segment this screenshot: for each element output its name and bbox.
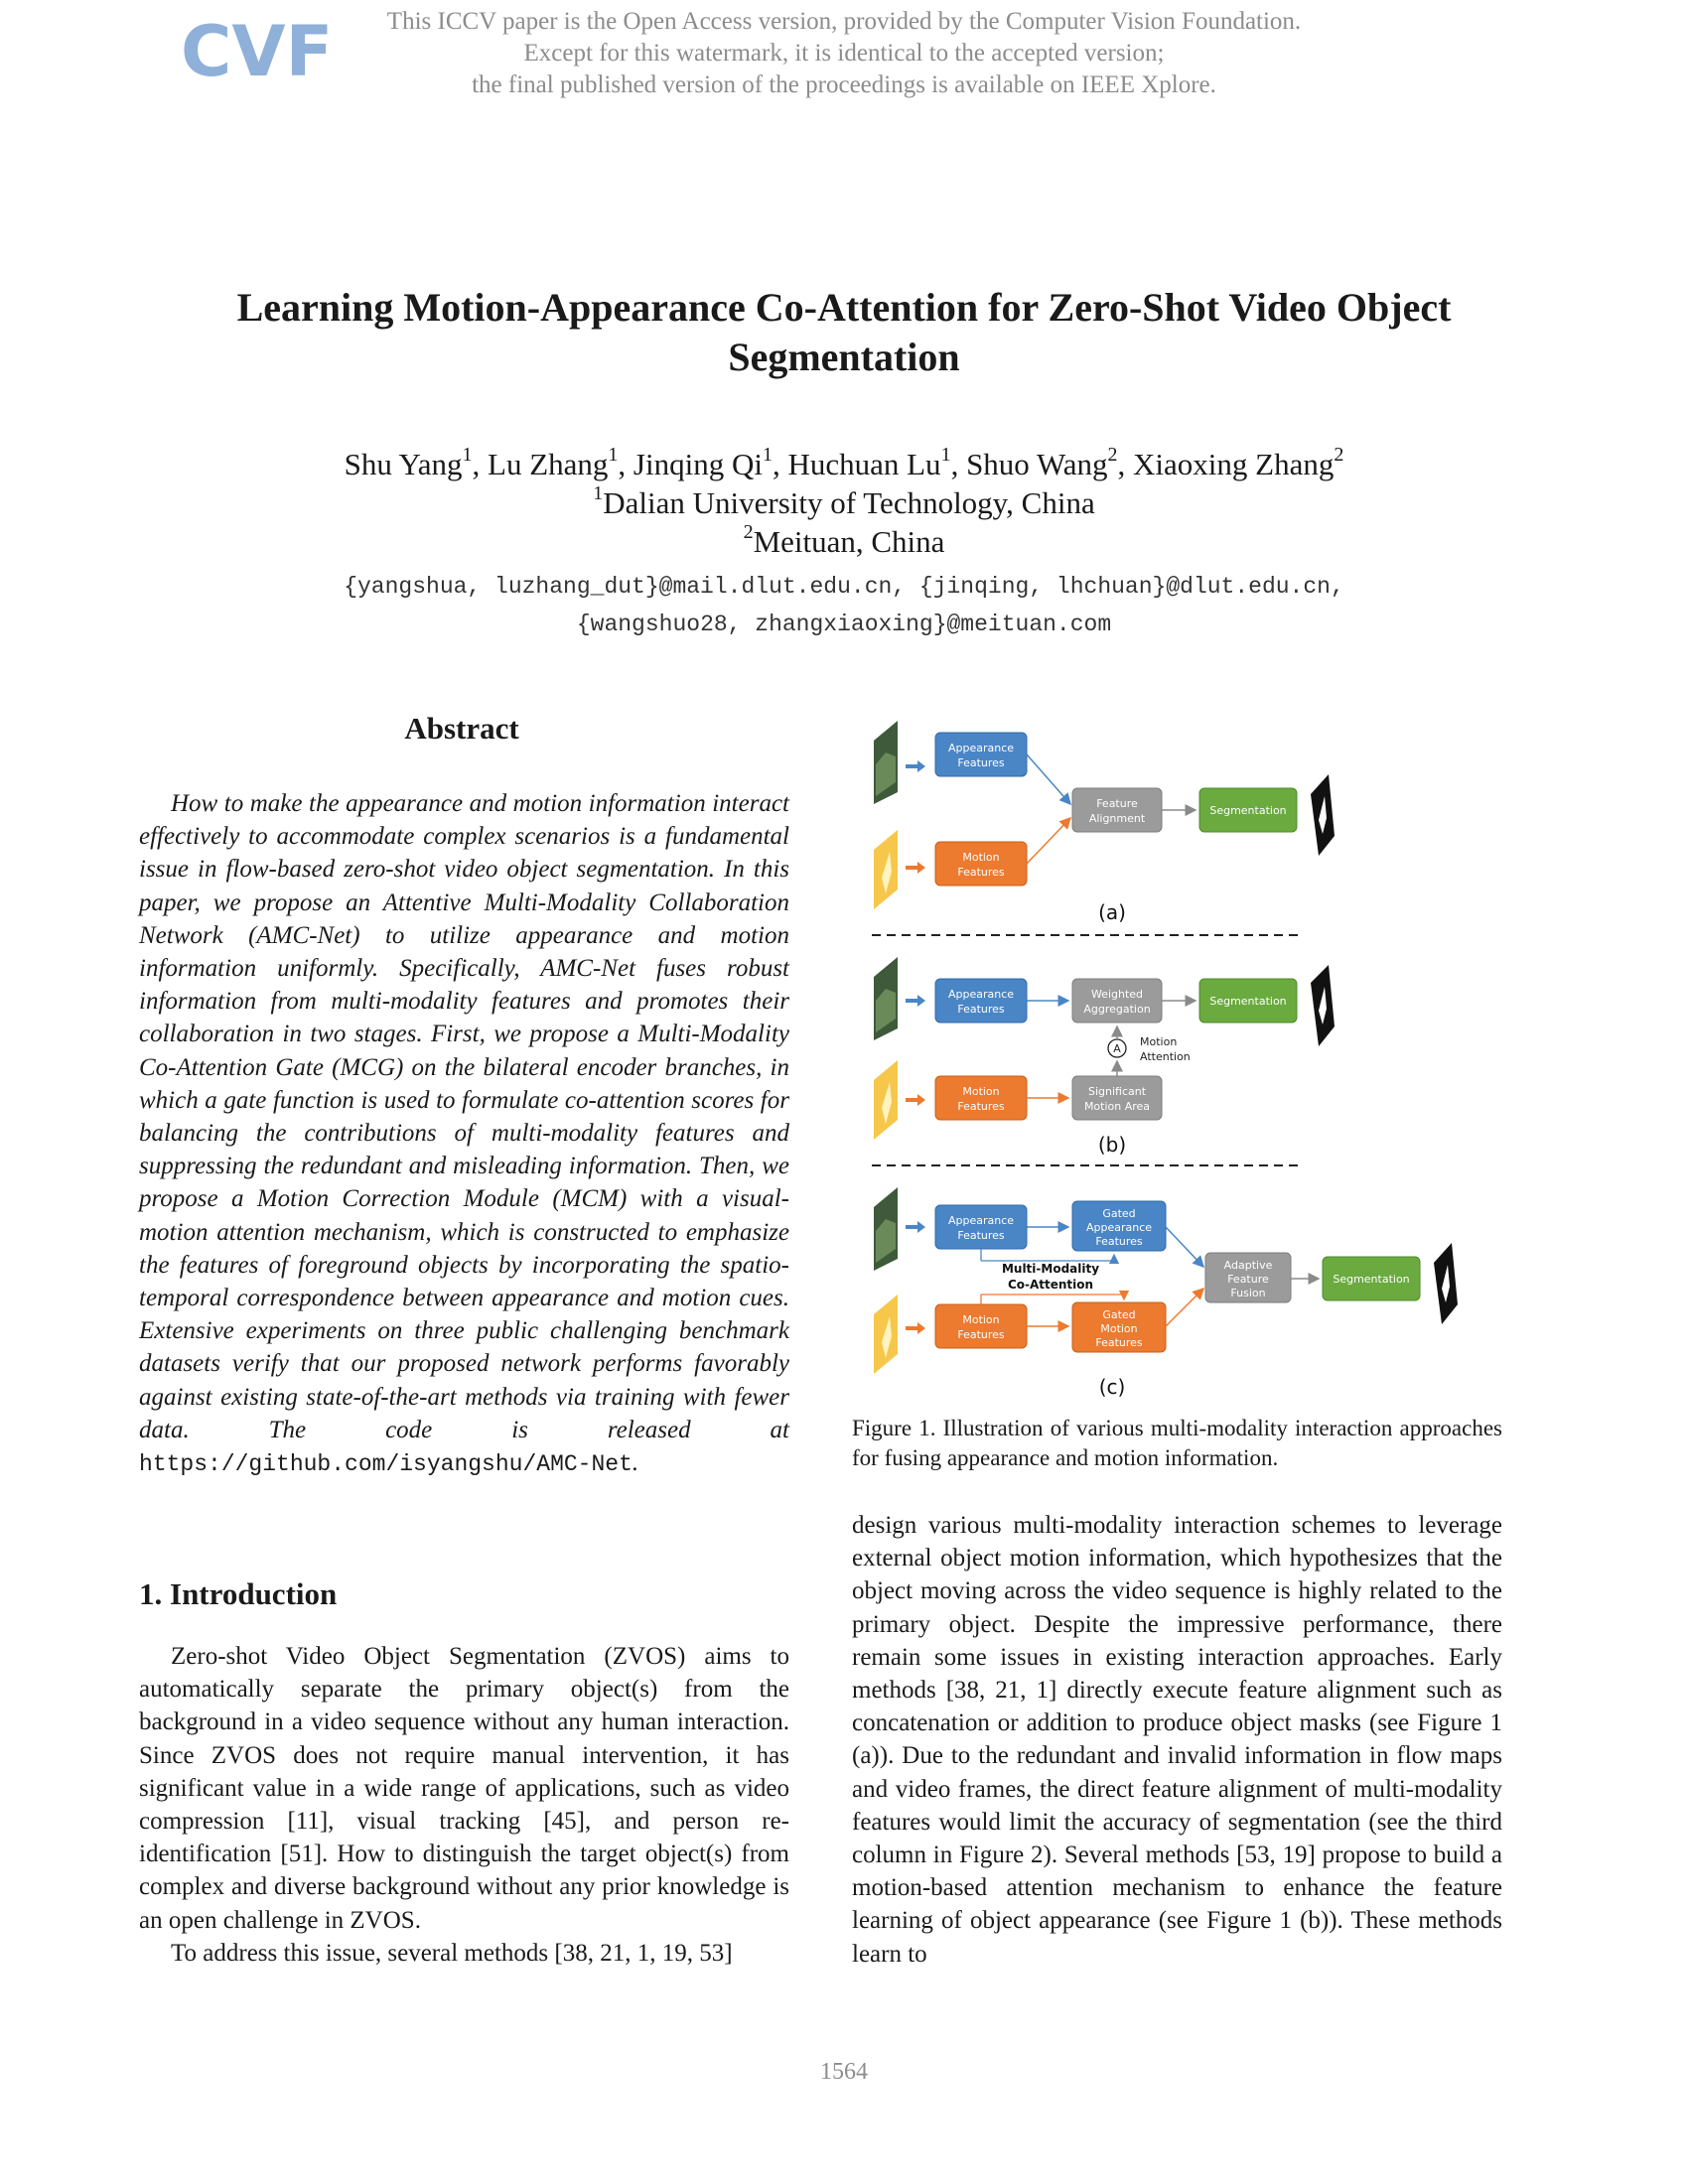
- title-line: Learning Motion-Appearance Co-Attention for Zero-Shot Video Object: [236, 285, 1452, 330]
- abstract-heading: Abstract: [404, 711, 519, 746]
- page-number: 1564: [820, 2059, 868, 2085]
- author-affiliation-mark: 1: [762, 444, 773, 466]
- affiliation-2: $^2$Meituan, China: [743, 521, 945, 559]
- svg-text:Gated: Gated: [1102, 1308, 1136, 1321]
- svg-text:Features: Features: [957, 1229, 1005, 1242]
- author-list: Shu Yang$^1$, Lu Zhang$^1$, Jinqing Qi$^1$, Huchuan Lu$^1$, Shuo Wang$^2$, Xiaoxing Zhang$^2$: [344, 444, 1344, 481]
- significant-motion-area-box: [1072, 1076, 1162, 1120]
- panel-c: [874, 1187, 1458, 1399]
- intro-body: [139, 1640, 789, 1970]
- intro-paragraph: Zero-shot Video Object Segmentation (ZVOS) aims to automatically separate the primary object(s) from the background in a video sequence without any human interaction. Since ZVOS does not require manual intervention, it has significant value in a wide range of applications, such as video compression [11], visual tracking [45], and person re-identification [51]. How to distinguish the target object(s) from complex and diverse background without any prior knowledge is an open challenge in ZVOS.: [139, 1643, 789, 1934]
- input-arrow-icon: [906, 760, 925, 772]
- author-name: Jinqing Qi: [633, 447, 763, 481]
- svg-text:Alignment: Alignment: [1088, 812, 1146, 825]
- svg-text:Features: Features: [957, 756, 1005, 769]
- svg-text:Aggregation: Aggregation: [1083, 1003, 1151, 1016]
- attention-label: Motion: [1140, 1035, 1178, 1048]
- svg-text:Appearance: Appearance: [947, 742, 1015, 754]
- code-link[interactable]: https://github.com/isyangshu/AMC-Net: [139, 1451, 633, 1478]
- svg-text:Features: Features: [957, 1100, 1005, 1113]
- author-name: Shuo Wang: [966, 447, 1108, 481]
- svg-text:Motion: Motion: [1100, 1322, 1138, 1335]
- author-block: [149, 445, 1539, 561]
- input-arrow-icon: [906, 1221, 925, 1233]
- feature-alignment-box: [1072, 788, 1162, 832]
- watermark-line: Except for this watermark, it is identical to the accepted version;: [523, 40, 1165, 67]
- svg-text:Attention: Attention: [1140, 1050, 1191, 1063]
- input-arrow-icon: [906, 995, 925, 1007]
- svg-text:Segmentation: Segmentation: [1209, 995, 1287, 1008]
- intro-paragraph: To address this issue, several methods [38, 21, 1, 19, 53]: [171, 1939, 733, 1967]
- cvf-logo-text: CVF: [181, 11, 334, 92]
- svg-text:Motion: Motion: [962, 1313, 1000, 1326]
- weighted-aggregation-box: [1072, 979, 1162, 1023]
- author-affiliation-mark: 1: [940, 444, 951, 466]
- svg-text:Feature: Feature: [1227, 1273, 1269, 1286]
- panel-a: [874, 721, 1335, 924]
- svg-text:Segmentation: Segmentation: [1333, 1273, 1410, 1286]
- panel-label: (a): [1098, 900, 1126, 924]
- svg-text:Feature: Feature: [1096, 797, 1138, 810]
- motion-features-box: [935, 1076, 1027, 1120]
- author-affiliation-mark: 2: [1334, 444, 1344, 466]
- panel-b: [874, 957, 1335, 1157]
- author-affiliation-mark: 1: [462, 444, 473, 466]
- svg-text:Features: Features: [1095, 1235, 1143, 1248]
- watermark-line: the final published version of the proceedings is available on IEEE Xplore.: [472, 71, 1216, 98]
- input-arrow-icon: [906, 1094, 925, 1106]
- figure-1: [862, 713, 1477, 1398]
- appearance-features-box: [935, 979, 1027, 1023]
- svg-text:Gated: Gated: [1102, 1207, 1136, 1220]
- abstract-body: How to make the appearance and motion information interact effectively to accommodate complex scenarios is a fundamental issue in flow-based zero-shot video object segmentation. In this paper, we propose an Attentive Multi-Modality Collaboration Network (AMC-Net) to utilize appearance and motion information uniformly. Specifically, AMC-Net fuses robust information from multi-modality features and promotes their collaboration in two stages. First, we propose a Multi-Modality Co-Attention Gate (MCG) on the bilateral encoder branches, in which a gate function is used to formulate co-attention scores for balancing the contributions of multi-modality features and suppressing the redundant and misleading information. Then, we propose a Motion Correction Module (MCM) with a visual-motion attention mechanism, which is constructed to emphasize the features of foreground objects by incorporating the spatio-temporal correspondence between appearance and motion cues. Extensive experiments on three public challenging benchmark datasets verify that our proposed network performs favorably against existing state-of-the-art methods via training with fewer data. The code is released at https://github.com/isyangshu/AMC-Net.: [139, 790, 789, 1478]
- panel-label: (b): [1097, 1133, 1127, 1157]
- input-arrow-icon: [906, 862, 925, 874]
- svg-text:Features: Features: [1095, 1336, 1143, 1349]
- author-affiliation-mark: 2: [1107, 444, 1118, 466]
- appearance-features-box: [935, 733, 1027, 776]
- figure-caption: Figure 1. Illustration of various multi-modality interaction approaches for fusing appearance and motion information.: [852, 1416, 1502, 1470]
- svg-text:Fusion: Fusion: [1230, 1287, 1266, 1299]
- svg-text:Features: Features: [957, 1003, 1005, 1016]
- right-column-body: [852, 1509, 1502, 1971]
- intro-heading: 1. Introduction: [139, 1576, 338, 1611]
- panel-label: (c): [1098, 1375, 1126, 1399]
- motion-features-box: [935, 1304, 1027, 1348]
- title-line: Segmentation: [728, 335, 960, 379]
- svg-text:Appearance: Appearance: [947, 988, 1015, 1001]
- watermark-line: This ICCV paper is the Open Access version, provided by the Computer Vision Foundation.: [386, 8, 1302, 35]
- svg-text:Appearance: Appearance: [1085, 1221, 1153, 1234]
- body-paragraph: design various multi-modality interaction schemes to leverage external object motion information, which hypothesizes that the object moving across the video sequence is highly related to the primary object. Despite the impressive performance, there remain some issues in existing interaction approaches. Early methods [38, 21, 1] directly execute feature alignment such as concatenation or addition to produce object masks (see Figure 1 (a)). Due to the redundant and invalid information in flow maps and video frames, the direct feature alignment of multi-modality features would limit the accuracy of segmentation (see the third column in Figure 2). Several methods [53, 19] propose to build a motion-based attention mechanism to enhance the feature learning of object appearance (see Figure 1 (b)). These methods learn to: [852, 1512, 1502, 1968]
- author-name: Lu Zhang: [488, 447, 609, 481]
- affiliation-1: $^1$Dalian University of Technology, China: [593, 482, 1095, 520]
- author-name: Xiaoxing Zhang: [1133, 447, 1335, 481]
- abstract-text: How to make the appearance and motion information interact effectively to accommodate complex scenarios is a fundamental issue in flow-based zero-shot video object segmentation. In this paper, we propose an Attentive Multi-Modality Collaboration Network (AMC-Net) to utilize appearance and motion information uniformly. Specifically, AMC-Net fuses robust information from multi-modality features and promotes their collaboration in two stages. First, we propose a Multi-Modality Co-Attention Gate (MCG) on the bilateral encoder branches, in which a gate function is used to formulate co-attention scores for balancing the contributions of multi-modality features and suppressing the redundant and misleading information. Then, we propose a Motion Correction Module (MCM) with a visual-motion attention mechanism, which is constructed to emphasize the features of foreground objects by incorporating the spatio-temporal correspondence between appearance and motion cues. Extensive experiments on three public challenging benchmark datasets verify that our proposed network performs favorably against existing state-of-the-art methods via training with fewer data. The code is released at: [139, 790, 789, 1443]
- author-name: Huchuan Lu: [787, 447, 941, 481]
- appearance-features-box: [935, 1205, 1027, 1249]
- svg-text:Adaptive: Adaptive: [1223, 1259, 1273, 1272]
- svg-text:Co-Attention: Co-Attention: [1007, 1278, 1094, 1292]
- svg-text:Motion: Motion: [962, 1085, 1000, 1098]
- svg-text:Features: Features: [957, 1328, 1005, 1341]
- motion-features-box: [935, 842, 1027, 886]
- author-name: Shu Yang: [344, 447, 463, 481]
- svg-text:Segmentation: Segmentation: [1209, 804, 1287, 817]
- svg-text:A: A: [1113, 1042, 1121, 1055]
- paper-title: [149, 283, 1539, 382]
- watermark: [0, 6, 1688, 101]
- email-line: {wangshuo28, zhangxiaoxing}@meituan.com: [576, 612, 1112, 637]
- input-arrow-icon: [906, 1322, 925, 1334]
- svg-text:Significant: Significant: [1087, 1085, 1147, 1098]
- svg-text:Motion Area: Motion Area: [1083, 1100, 1151, 1113]
- svg-text:Features: Features: [957, 866, 1005, 879]
- svg-text:Motion: Motion: [962, 851, 1000, 864]
- email-line: {yangshua, luzhang_dut}@mail.dlut.edu.cn, {jinqing, lhchuan}@dlut.edu.cn,: [344, 574, 1344, 600]
- svg-text:Weighted: Weighted: [1090, 988, 1144, 1001]
- svg-text:Appearance: Appearance: [947, 1214, 1015, 1227]
- co-attention-label: Multi-Modality: [1001, 1262, 1100, 1276]
- author-affiliation-mark: 1: [608, 444, 619, 466]
- author-emails: [149, 568, 1539, 643]
